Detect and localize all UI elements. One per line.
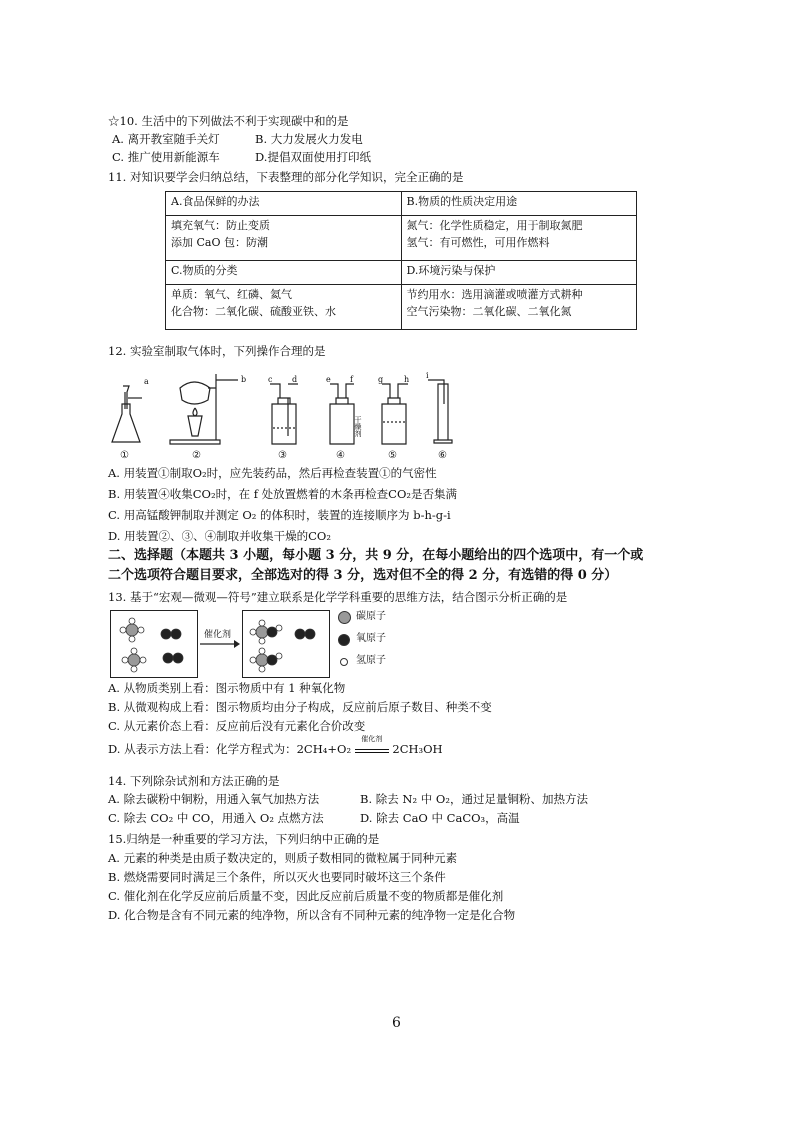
q15-stem: 15.归纳是一种重要的学习方法，下列归纳中正确的是 (108, 832, 380, 846)
apparatus-6-cylinder (428, 380, 452, 443)
molecule-diagram (110, 610, 330, 678)
knowledge-table (165, 191, 637, 330)
q12-option-c: C. 用高锰酸钾制取并测定 O₂ 的体积时，装置的连接顺序为 b-h-g-i (108, 508, 451, 522)
label-c: c (268, 375, 273, 384)
cell-a-line2: 添加 CaO 包：防潮 (171, 236, 268, 249)
q10-option-d: D.提倡双面使用打印纸 (255, 150, 371, 164)
section2-line2: 二个选项符合题目要求，全部选对的得 3 分，选对但不全的得 2 分，有选错的得 0 分） (108, 568, 618, 583)
equation-arrow (355, 735, 389, 753)
q13-option-d (108, 735, 443, 757)
cell-d-body (401, 285, 637, 330)
q14-option-a: A. 除去碳粉中铜粉，用通入氧气加热方法 (108, 792, 320, 806)
apparatus-1-flask (112, 386, 142, 442)
q15-option-d: D. 化合物是含有不同元素的纯净物，所以含有不同种元素的纯净物一定是化合物 (108, 908, 516, 922)
circled-1: ① (120, 450, 129, 461)
q11-stem: 11. 对知识要学会归纳总结，下表整理的部分化学知识，完全正确的是 (108, 170, 464, 184)
circled-3: ③ (278, 450, 287, 461)
q13-stem: 13. 基于“宏观—微观—符号”建立联系是化学学科重要的思维方法，结合图示分析正确的是 (108, 590, 568, 604)
methanol-molecule (250, 648, 282, 672)
label-d: d (292, 375, 298, 384)
cell-b-line2: 氢气：有可燃性，可用作燃料 (406, 236, 550, 249)
cell-c-line2: 化合物：二氧化碳、硫酸亚铁、水 (171, 305, 336, 318)
q12-option-b: B. 用装置④收集CO₂时，在 f 处放置燃着的木条再检查CO₂是否集满 (108, 487, 458, 501)
circled-2: ② (192, 450, 201, 461)
label-f: f (350, 375, 353, 384)
drying-agent-label: 干燥剂 (354, 416, 362, 437)
catalyst-label: 催化剂 (204, 630, 232, 640)
equation-condition: 催化剂 (361, 735, 383, 743)
section2-line1: 二、选择题（本题共 3 小题，每小题 3 分，共 9 分，在每小题给出的四个选项中，有一个或 (108, 548, 644, 563)
q10-option-a: A. 离开教室随手关灯 (112, 132, 220, 146)
q13-option-a: A. 从物质类别上看：图示物质中有 1 种氧化物 (108, 681, 346, 695)
methane-molecule (122, 648, 146, 672)
legend-oxygen: 氧原子 (356, 633, 386, 644)
atom-legend (338, 610, 428, 676)
cell-d-head: D.环境污染与保护 (401, 261, 637, 285)
q10-stem: ☆10. 生活中的下列做法不利于实现碳中和的是 (108, 114, 349, 128)
label-h: h (404, 375, 410, 384)
label-b: b (241, 375, 247, 384)
oxygen-molecule (161, 629, 181, 639)
q14-option-d: D. 除去 CaO 中 CaCO₃，高温 (360, 811, 520, 825)
circled-6: ⑥ (438, 450, 447, 461)
methanol-molecule (250, 620, 282, 644)
cell-c-body (166, 285, 402, 330)
circled-4: ④ (336, 450, 345, 461)
apparatus-4-drying-bottle (330, 384, 354, 444)
q15-option-c: C. 催化剂在化学反应前后质量不变，因此反应前后质量不变的物质都是催化剂 (108, 889, 504, 903)
carbon-atom-icon (338, 611, 351, 624)
cell-d-line1: 节约用水：选用滴灌或喷灌方式耕种 (406, 288, 583, 301)
q14-stem: 14. 下列除杂试剂和方法正确的是 (108, 774, 280, 788)
q12-option-a: A. 用装置①制取O₂时，应先装药品，然后再检查装置①的气密性 (108, 466, 437, 480)
legend-hydrogen: 氢原子 (356, 655, 386, 666)
hydrogen-atom-icon (340, 658, 348, 666)
cell-b-head: B.物质的性质决定用途 (401, 192, 637, 216)
q13-option-d-text: D. 从表示方法上看：化学方程式为：2CH₄+O₂ (108, 742, 352, 756)
label-g: g (378, 375, 384, 384)
page-number: 6 (392, 1015, 401, 1031)
q14-option-b: B. 除去 N₂ 中 O₂，通过足量铜粉、加热方法 (360, 792, 588, 806)
q13-option-b: B. 从微观构成上看：图示物质均由分子构成，反应前后原子数目、种类不变 (108, 700, 492, 714)
legend-carbon: 碳原子 (356, 611, 386, 622)
q14-option-c: C. 除去 CO₂ 中 CO，用通入 O₂ 点燃方法 (108, 811, 324, 825)
cell-c-head: C.物质的分类 (166, 261, 402, 285)
lab-apparatus-figure (108, 364, 488, 464)
q15-option-b: B. 燃烧需要同时满足三个条件，所以灭火也要同时破坏这三个条件 (108, 870, 446, 884)
q10-option-c: C. 推广使用新能源车 (112, 150, 220, 164)
q12-stem: 12. 实验室制取气体时，下列操作合理的是 (108, 344, 326, 358)
apparatus-5-gas-bottle (382, 384, 408, 444)
cell-b-body (401, 216, 637, 261)
q12-option-d: D. 用装置②、③、④制取并收集干燥的CO₂ (108, 529, 331, 543)
label-a: a (144, 377, 149, 386)
cell-a-body (166, 216, 402, 261)
equation-product: 2CH₃OH (392, 742, 443, 756)
circled-5: ⑤ (388, 450, 397, 461)
cell-c-line1: 单质：氧气、红磷、氦气 (171, 288, 292, 301)
methane-molecule (120, 618, 144, 642)
oxygen-atom-icon (338, 634, 350, 646)
apparatus-2-heating (170, 374, 238, 444)
cell-a-line1: 填充氧气：防止变质 (171, 219, 270, 232)
cell-a-head: A.食品保鲜的办法 (166, 192, 402, 216)
label-i: i (426, 371, 429, 380)
q10-option-b: B. 大力发展火力发电 (255, 132, 363, 146)
oxygen-molecule (295, 629, 315, 639)
oxygen-molecule (163, 653, 183, 663)
q15-option-a: A. 元素的种类是由质子数决定的，则质子数相同的微粒属于同种元素 (108, 851, 458, 865)
q13-option-c: C. 从元素价态上看：反应前后没有元素化合价改变 (108, 719, 366, 733)
label-e: e (326, 375, 331, 384)
cell-d-line2: 空气污染物：二氧化碳、二氧化氮 (406, 305, 572, 318)
cell-b-line1: 氮气：化学性质稳定，用于制取氮肥 (406, 219, 583, 232)
apparatus-3-wash-bottle (270, 384, 298, 444)
